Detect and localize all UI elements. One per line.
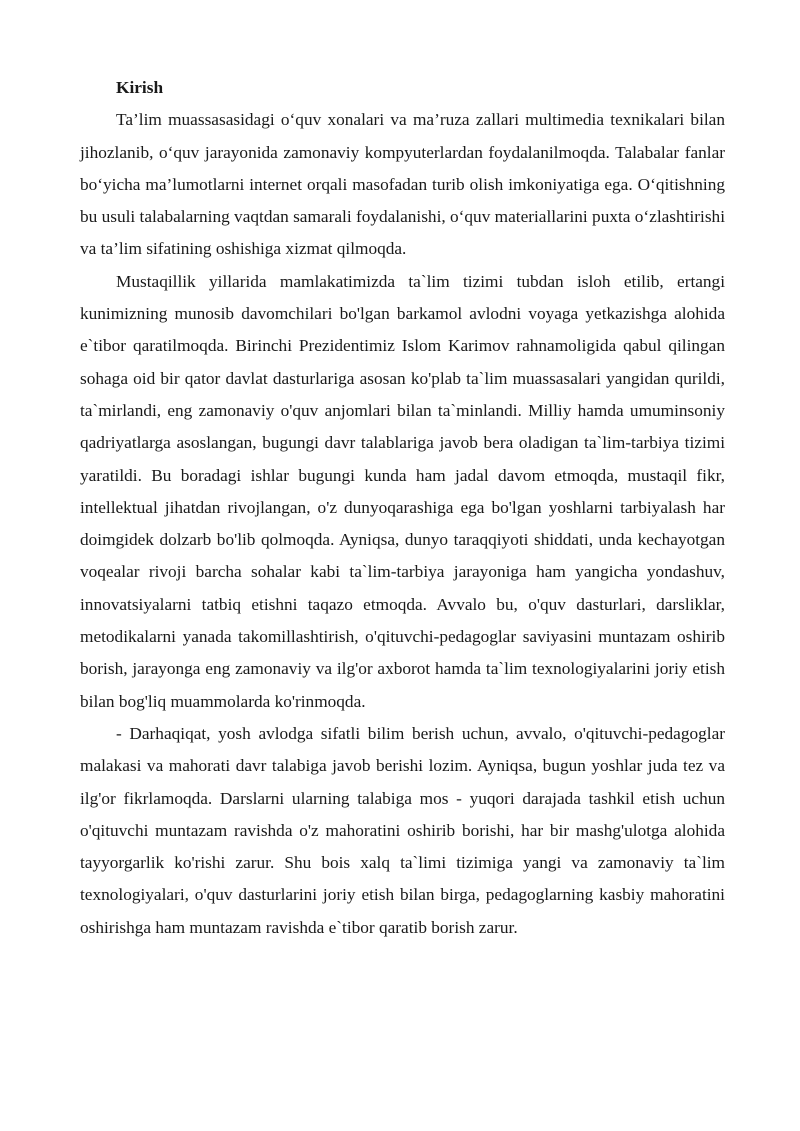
paragraph-3: - Darhaqiqat, yosh avlodga sifatli bilim berish uchun, avvalo, o'qituvchi-pedagoglar malakasi va mahorati davr talabiga javob berishi lozim. Ayniqsa, bugun yoshlar juda tez va ilg'or fikrlamoqda. Darslarni ularning talabiga mos - yuqori darajada tashkil etish uchun o'qituvchi muntazam ravishda o'z mahoratini oshirib borishi, har bir mashg'ulotga alohida tayyorgarlik ko'rishi zarur. Shu bois xalq ta`limi tizimiga yangi va zamonaviy ta`lim texnologiyalari, o'quv dasturlarini joriy etish bilan birga, pedagoglarning kasbiy mahoratini oshirishga ham muntazam ravishda e`tibor qaratib borish zarur. bbox=[80, 723, 725, 937]
paragraph-1: Ta’lim muassasasidagi o‘quv xonalari va ma’ruza zallari multimedia texnikalari bilan jihozlanib, o‘quv jarayonida zamonaviy kompyuterlardan foydalanilmoqda. Talabalar fanlar bo‘yicha ma’lumotlarni internet orqali masofadan turib olish imkoniyatiga ega. O‘qitishning bu usuli talabalarning vaqtdan samarali foydalanishi, o‘quv materiallarini puxta o‘zlashtirishi va ta’lim sifatining oshishiga xizmat qilmoqda. bbox=[80, 110, 725, 259]
document-page bbox=[80, 72, 725, 944]
paragraph-2: Mustaqillik yillarida mamlakatimizda ta`lim tizimi tubdan isloh etilib, ertangi kunimizning munosib davomchilari bo'lgan barkamol avlodni voyaga yetkazishga alohida e`tibor qaratilmoqda. Birinchi Prezidentimiz Islom Karimov rahnamoligida qabul qilingan sohaga oid bir qator davlat dasturlariga asosan ko'plab ta`lim muassasalari yangidan qurildi, ta`mirlandi, eng zamonaviy o'quv anjomlari bilan ta`minlandi. Milliy hamda umuminsoniy qadriyatlarga asoslangan, bugungi davr talablariga javob bera oladigan ta`lim-tarbiya tizimi yaratildi. Bu boradagi ishlar bugungi kunda ham jadal davom etmoqda, mustaqil fikr, intellektual jihatdan rivojlangan, o'z dunyoqarashiga ega bo'lgan yoshlarni tarbiyalash har doimgidek dolzarb bo'lib qolmoqda. Ayniqsa, dunyo taraqqiyoti shiddati, unda kechayotgan voqealar rivoji barcha sohalar kabi ta`lim-tarbiya jarayoniga ham yangicha yondashuv, innovatsiyalarni tatbiq etishni taqazo etmoqda. Avvalo bu, o'quv dasturlari, darsliklar, metodikalarni yanada takomillashtirish, o'qituvchi-pedagoglar saviyasini muntazam oshirib borish, jarayonga eng zamonaviy va ilg'or axborot hamda ta`lim texnologiyalarini joriy etish bilan bog'liq muammolarda ko'rinmoqda. bbox=[80, 271, 725, 711]
section-heading: Kirish bbox=[116, 78, 164, 97]
